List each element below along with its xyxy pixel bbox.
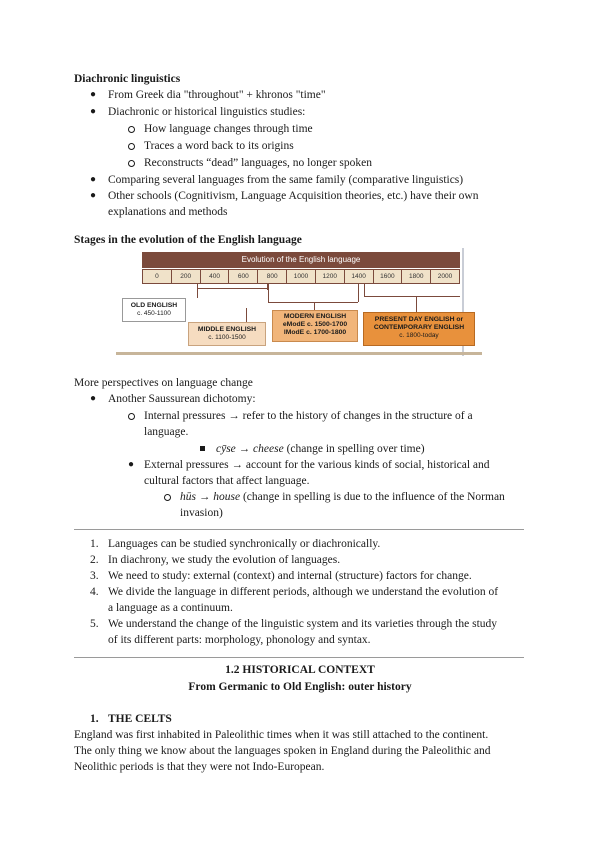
period-name: PRESENT DAY ENGLISH or [374, 316, 464, 323]
timeline-year-row [142, 269, 460, 284]
period-name: MIDDLE ENGLISH [197, 326, 257, 333]
section-heading-stages: Stages in the evolution of the English language [74, 234, 302, 246]
list-number: 3. [90, 570, 99, 582]
period-date: c. 1100-1500 [208, 334, 246, 341]
subsection-heading: THE CELTS [108, 713, 172, 725]
connector-line [197, 284, 198, 298]
timeline-year-cell: 1800 [402, 270, 430, 283]
paragraph-line: Neolithic periods is that they were not Indo-European. [74, 761, 325, 773]
list-item: language. [144, 426, 189, 438]
list-item: Diachronic or historical linguistics studies: [108, 106, 306, 118]
timeline-year-cell: 1400 [345, 270, 373, 283]
bullet-circle-icon [128, 143, 135, 150]
list-item: a language as a continuum. [108, 602, 233, 614]
timeline-year-cell: 0 [143, 270, 171, 283]
bullet-dot-icon: ● [90, 174, 97, 185]
timeline-year-cell: 600 [229, 270, 257, 283]
period-middle-english [188, 322, 266, 346]
list-item: Traces a word back to its origins [144, 140, 294, 152]
bullet-dot-icon: ● [90, 106, 97, 117]
list-item: We need to study: external (context) and internal (structure) factors for change. [108, 570, 472, 582]
list-number: 2. [90, 554, 99, 566]
list-number: 4. [90, 586, 99, 598]
period-date: eModE c. 1500-1700 [282, 321, 348, 328]
example-word: hūs → house [180, 491, 241, 503]
timeline-year-cell: 1200 [316, 270, 344, 283]
list-item: From Greek dia "throughout" + khronos "time" [108, 89, 326, 101]
example-word: cȳse → cheese [216, 443, 284, 455]
list-item: Reconstructs “dead” languages, no longer spoken [144, 157, 373, 169]
section-title: 1.2 HISTORICAL CONTEXT [225, 664, 375, 676]
list-item: Internal pressures → refer to the history of changes in the structure of a [144, 410, 473, 422]
paragraph-line: The only thing we know about the languages spoken in England during the Paleolithic and [74, 745, 491, 757]
bullet-circle-icon [128, 413, 135, 420]
timeline-year-cell: 2000 [431, 270, 459, 283]
section-subtitle: From Germanic to Old English: outer history [188, 681, 412, 693]
list-number: 1. [90, 538, 99, 550]
list-number: 1. [90, 713, 99, 725]
timeline-year-cell: 400 [201, 270, 229, 283]
connector-line [364, 296, 460, 297]
bullet-circle-icon [164, 494, 171, 501]
period-name: MODERN ENGLISH [283, 313, 347, 320]
period-name: CONTEMPORARY ENGLISH [373, 324, 465, 331]
list-number: 5. [90, 618, 99, 630]
list-item: Another Saussurean dichotomy: [108, 393, 256, 405]
period-modern-english [272, 310, 358, 342]
list-item: How language changes through time [144, 123, 313, 135]
connector-line [268, 284, 269, 302]
figure-border [116, 352, 482, 355]
connector-line [364, 284, 365, 296]
timeline-year-cell: 1000 [287, 270, 315, 283]
english-timeline-figure [116, 248, 482, 356]
period-name: OLD ENGLISH [130, 302, 178, 309]
list-item: Other schools (Cognitivism, Language Acquisition theories, etc.) have their own [108, 190, 479, 202]
list-item: We understand the change of the linguistic system and its varieties through the study [108, 618, 498, 630]
example-line [216, 441, 425, 457]
bullet-circle-icon [128, 160, 135, 167]
list-item: cultural factors that affect language. [144, 475, 310, 487]
period-date: lModE c. 1700-1800 [283, 329, 347, 336]
list-item: We divide the language in different periods, although we understand the evolution of [108, 586, 499, 598]
connector-line [416, 296, 417, 312]
divider [74, 657, 524, 658]
connector-line [314, 302, 315, 310]
list-item: Comparing several languages from the same family (comparative linguistics) [108, 174, 464, 186]
list-item: In diachrony, we study the evolution of languages. [108, 554, 341, 566]
section-heading-diachronic: Diachronic linguistics [74, 73, 181, 85]
connector-line [268, 302, 358, 303]
bullet-circle-icon [128, 126, 135, 133]
example-line [180, 489, 505, 505]
timeline-year-cell: 200 [172, 270, 200, 283]
bullet-dot-icon: ● [90, 190, 97, 201]
list-item: External pressures → account for the various kinds of social, historical and [144, 459, 490, 471]
timeline-title: Evolution of the English language [142, 252, 460, 268]
list-item: explanations and methods [108, 206, 228, 218]
paragraph-line: England was first inhabited in Paleolithic times when it was still attached to the continent. [74, 729, 489, 741]
bullet-dot-icon: ● [128, 459, 135, 470]
bullet-square-icon [200, 446, 205, 451]
bullet-dot-icon: ● [90, 89, 97, 100]
example-note: (change in spelling is due to the influence of the Norman [240, 491, 505, 503]
connector-line [197, 288, 267, 289]
example-note: (change in spelling over time) [283, 443, 425, 455]
period-present-day-english [363, 312, 475, 346]
period-date: c. 1800-today [399, 332, 439, 339]
divider [74, 529, 524, 530]
timeline-year-cell: 1600 [374, 270, 402, 283]
paragraph: More perspectives on language change [74, 377, 253, 389]
period-old-english [122, 298, 186, 322]
bullet-dot-icon: ● [90, 393, 97, 404]
list-item: Languages can be studied synchronically or diachronically. [108, 538, 381, 550]
timeline-year-cell: 800 [258, 270, 286, 283]
connector-line [358, 284, 359, 302]
example-line: invasion) [180, 507, 223, 519]
list-item: of its different parts: morphology, phonology and syntax. [108, 634, 371, 646]
period-date: c. 450-1100 [137, 310, 171, 317]
